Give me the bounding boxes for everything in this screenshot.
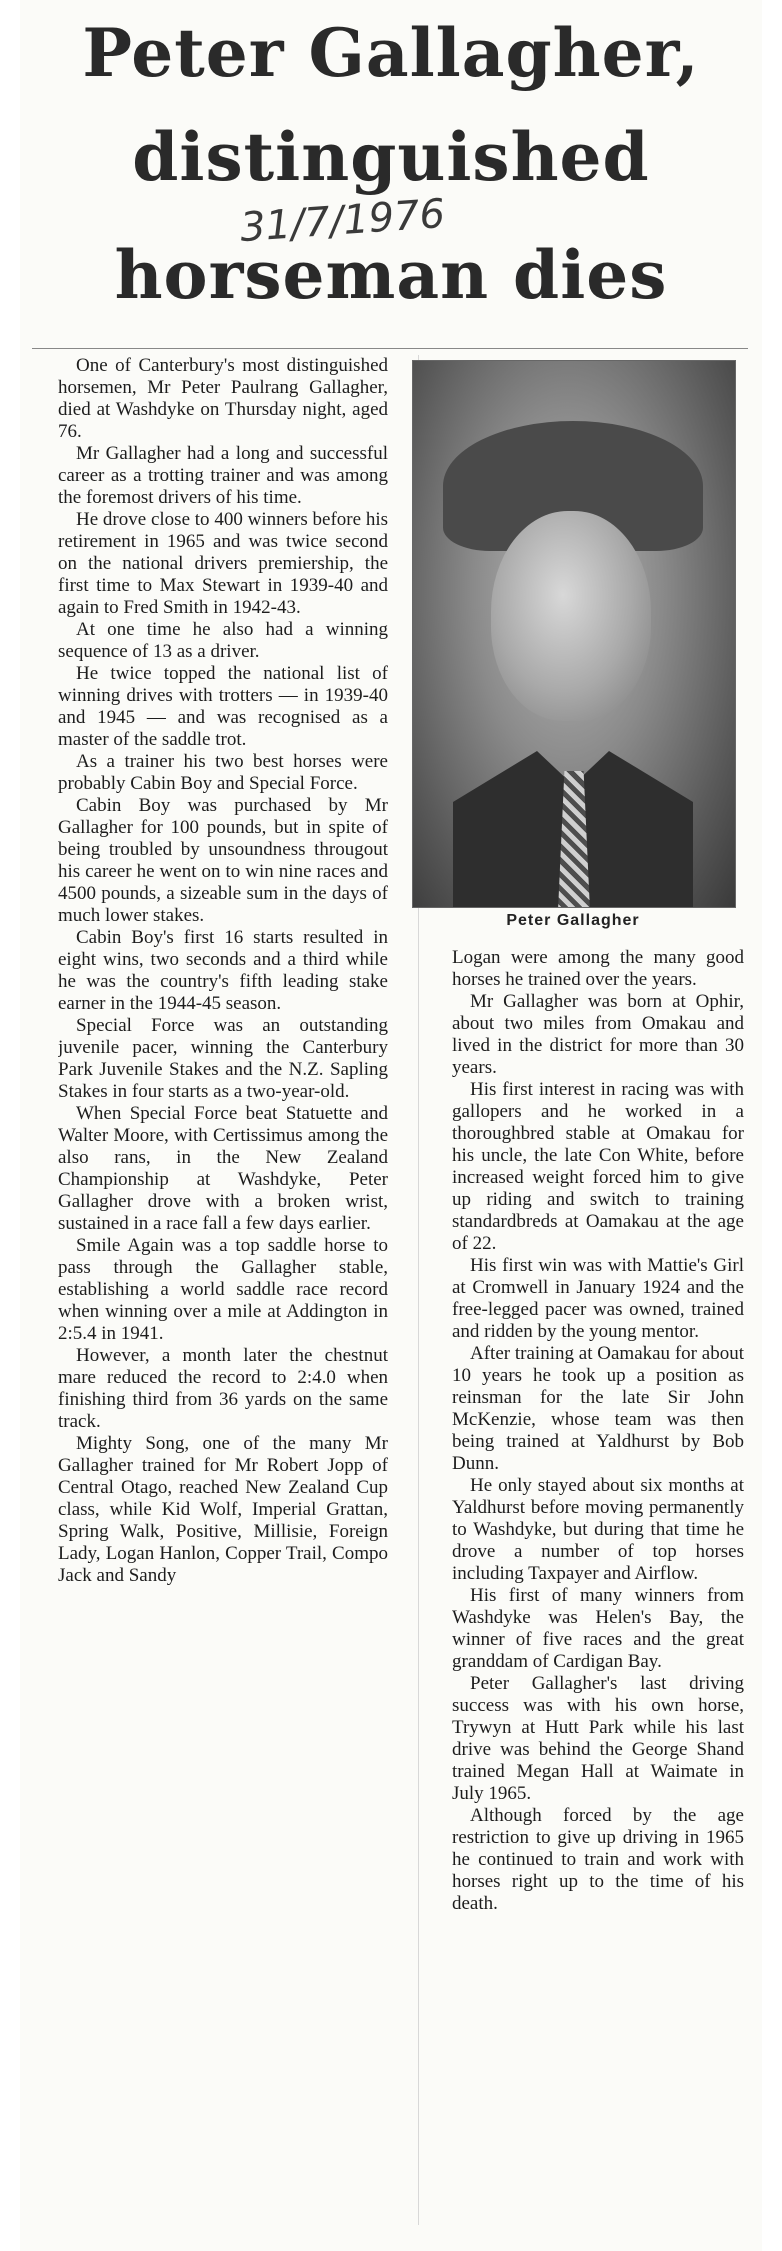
headline-rule — [32, 348, 748, 349]
article-paragraph: His first interest in racing was with gallopers and he worked in a thoroughbred stable at Omakau for his uncle, the late Con White, before increased weight forced him to give up riding and switch to training standardbreds at Oamakau at the age of 22. — [452, 1079, 744, 1254]
portrait-photo — [412, 360, 736, 908]
headline-line-1: Peter Gallagher, — [82, 14, 700, 92]
article-paragraph-continued: Logan were among the many good horses he trained over the years. — [452, 947, 744, 990]
article-paragraph: Special Force was an outstanding juvenile pacer, winning the Canterbury Park Juvenile Stakes and the N.Z. Sapling Stakes in four starts as a two-year-old. — [58, 1015, 388, 1102]
article-paragraph: Cabin Boy's first 16 starts resulted in eight wins, two seconds and a third while he was the country's fifth leading stake earner in the 1944-45 season. — [58, 927, 388, 1014]
article-paragraph: However, a month later the chestnut mare reduced the record to 2:4.0 when finishing third from 36 yards on the same track. — [58, 1345, 388, 1432]
article-paragraph: Although forced by the age restriction to give up driving in 1965 he continued to train and work with horses right up to the time of his death. — [452, 1805, 744, 1914]
article-right-column — [452, 947, 744, 2227]
article-paragraph: He twice topped the national list of winning drives with trotters — in 1939-40 and 1945 — and was recognised as a master of the saddle trot. — [58, 663, 388, 750]
article-paragraph: Mr Gallagher was born at Ophir, about two miles from Omakau and lived in the district for more than 30 years. — [452, 991, 744, 1078]
article-paragraph: As a trainer his two best horses were probably Cabin Boy and Special Force. — [58, 751, 388, 794]
article-paragraph: When Special Force beat Statuette and Walter Moore, with Certissimus among the also rans, in the New Zealand Championship at Washdyke, Peter Gallagher drove with a broken wrist, sustained in a race fall a few days earlier. — [58, 1103, 388, 1234]
headline-line-2: distinguished — [132, 118, 650, 196]
photo-face — [491, 511, 651, 721]
newspaper-clipping — [20, 0, 762, 2251]
article-paragraph: Cabin Boy was purchased by Mr Gallagher for 100 pounds, but in spite of being troubled by unsoundness througout his career he went on to win nine races and 4500 pounds, a sizeable sum in the days of much lower stakes. — [58, 795, 388, 926]
article-paragraph: His first win was with Mattie's Girl at Cromwell in January 1924 and the free-legged pacer was owned, trained and ridden by the young mentor. — [452, 1255, 744, 1342]
article-paragraph: Smile Again was a top saddle horse to pass through the Gallagher stable, establishing a world saddle race record when winning over a mile at Addington in 2:5.4 in 1941. — [58, 1235, 388, 1344]
article-paragraph: After training at Oamakau for about 10 years he took up a position as reinsman for the late Sir John McKenzie, whose team was then being trained at Yaldhurst by Bob Dunn. — [452, 1343, 744, 1474]
handwritten-date: 31/7/1976 — [238, 190, 447, 252]
article-left-column — [58, 355, 388, 2225]
article-paragraph: Mighty Song, one of the many Mr Gallagher trained for Mr Robert Jopp of Central Otago, reached New Zealand Cup class, while Kid Wolf, Imperial Grattan, Spring Walk, Positive, Millisie, Foreign Lady, Logan Hanlon, Copper Trail, Compo Jack and Sandy — [58, 1433, 388, 1586]
article-paragraph: His first of many winners from Washdyke was Helen's Bay, the winner of five races and the great granddam of Cardigan Bay. — [452, 1585, 744, 1672]
photo-caption: Peter Gallagher — [506, 912, 640, 929]
article-paragraph: Mr Gallagher had a long and successful career as a trotting trainer and was among the foremost drivers of his time. — [58, 443, 388, 508]
article-paragraph: Peter Gallagher's last driving success was with his own horse, Trywyn at Hutt Park while his last drive was behind the George Shand trained Megan Hall at Waimate in July 1965. — [452, 1673, 744, 1804]
article-paragraph: He only stayed about six months at Yaldhurst before moving permanently to Washdyke, but during that time he drove a number of top horses including Taxpayer and Airflow. — [452, 1475, 744, 1584]
article-paragraph: At one time he also had a winning sequence of 13 as a driver. — [58, 619, 388, 662]
headline-line-3: horseman dies — [114, 236, 668, 314]
article-paragraph: One of Canterbury's most distinguished horsemen, Mr Peter Paulrang Gallagher, died at Washdyke on Thursday night, aged 76. — [58, 355, 388, 442]
article-paragraph: He drove close to 400 winners before his retirement in 1965 and was twice second on the national drivers premiership, the first time to Max Stewart in 1939-40 and again to Fred Smith in 1942-43. — [58, 509, 388, 618]
